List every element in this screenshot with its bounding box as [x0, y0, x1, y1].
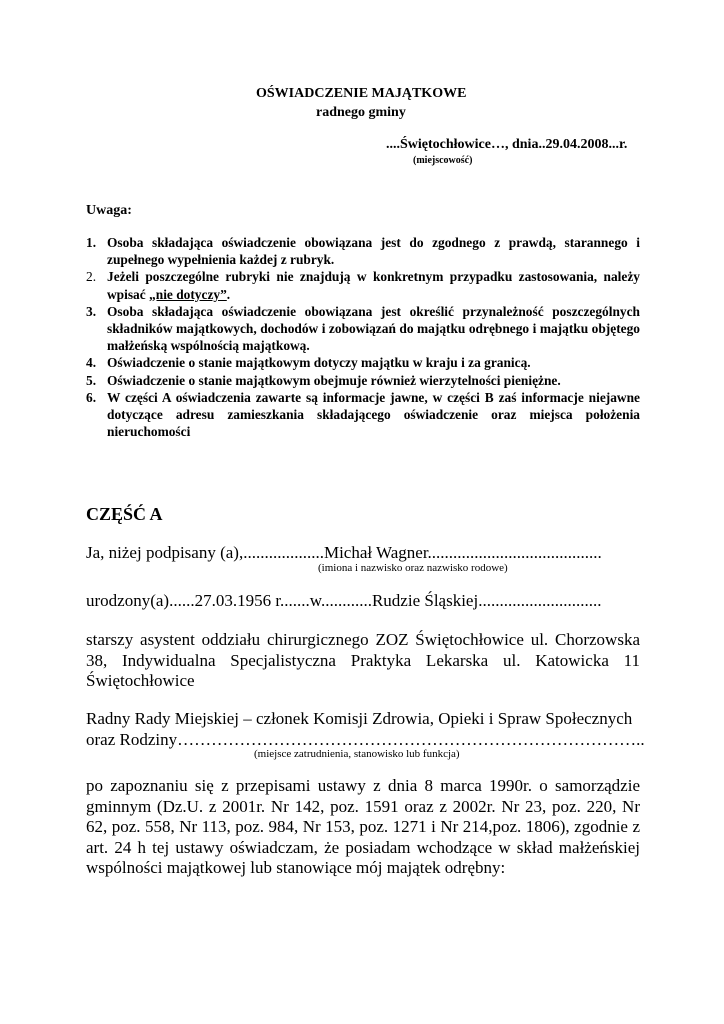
notice-item-number: 5.	[86, 372, 97, 388]
notice-item	[86, 234, 640, 268]
notice-item-number: 2.	[86, 269, 97, 285]
document-title: OŚWIADCZENIE MAJĄTKOWE	[256, 86, 467, 101]
notice-item	[86, 389, 640, 441]
notice-item	[86, 303, 640, 355]
notice-item-number: 1.	[86, 235, 97, 250]
employment-text: starszy asystent oddziału chirurgicznego ZOZ Świętochłowice ul. Chorzowska 38, Indywidualna Specjalistyczna Praktyka Lekarska ul. Katowicka 11 Świętochłowice	[86, 630, 640, 690]
notice-item-underlined: „nie dotyczy”	[149, 286, 227, 302]
council-line-2: oraz Rodziny………………………………………………………………………..	[86, 730, 645, 749]
birth-line: urodzony(a)......27.03.1956 r.......w............Rudzie Śląskiej.............................	[86, 591, 602, 610]
notice-item-text: Osoba składająca oświadczenie obowiązana jest do zgodnego z prawdą, starannego i zupełnego wypełnienia każdej z rubryk.	[107, 235, 640, 268]
statement-text: po zapoznaniu się z przepisami ustawy z dnia 8 marca 1990r. o samorządzie gminnym (Dz.U. z 2001r. Nr 142, poz. 1591 oraz z 2002r. Nr 23, poz. 220, Nr 62, poz. 558, Nr 113, poz. 984, Nr 153, poz. 1271 i Nr 214,poz. 1806), zgodnie z art. 24 h tej ustawy oświadczam, że posiadam wchodzące w skład małżeńskiej wspólności majątkowej lub stanowiące mój majątek odrębny:	[86, 776, 640, 877]
notice-item-text: Oświadczenie o stanie majątkowym obejmuje również wierzytelności pieniężne.	[107, 372, 561, 388]
notice-heading: Uwaga:	[86, 203, 132, 218]
notice-item	[86, 354, 640, 371]
part-a-heading: CZĘŚĆ A	[86, 504, 163, 524]
document-subtitle: radnego gminy	[316, 105, 406, 120]
council-line-1: Radny Rady Miejskiej – członek Komisji Zdrowia, Opieki i Spraw Społecznych	[86, 709, 633, 728]
notice-item-text: Oświadczenie o stanie majątkowym dotyczy majątku w kraju i za granicą.	[107, 355, 531, 371]
notice-item-number: 4.	[86, 355, 97, 371]
place-hint: (miejscowość)	[413, 155, 473, 166]
notice-item-text-end: .	[226, 286, 231, 302]
notice-item-number: 3.	[86, 303, 97, 319]
notice-item	[86, 268, 640, 302]
name-line: Ja, niżej podpisany (a),...................Michał Wagner.........................................	[86, 543, 602, 562]
notice-item-text: W części A oświadczenia zawarte są informacje jawne, w części B zaś informacje niejawne dotyczące adresu zamieszkania składającego oświadczenie oraz miejsca położenia nieruchomości	[107, 389, 640, 440]
notice-item-text: Jeżeli poszczególne rubryki nie znajdują w konkretnym przypadku zastosowania, należy wpisać	[107, 269, 640, 302]
name-hint: (imiona i nazwisko oraz nazwisko rodowe)	[318, 562, 508, 574]
notice-item-text: Osoba składająca oświadczenie obowiązana jest określić przynależność poszczególnych składników majątkowych, dochodów i zobowiązań do majątku odrębnego i majątku objętego małżeńską wspólnością majątkową.	[107, 303, 640, 354]
notice-item	[86, 372, 640, 389]
employment-hint: (miejsce zatrudnienia, stanowisko lub funkcja)	[254, 748, 460, 760]
place-date: ....Świętochłowice…, dnia..29.04.2008...r.	[386, 137, 628, 152]
notice-list	[86, 234, 640, 440]
notice-item-number: 6.	[86, 389, 97, 405]
